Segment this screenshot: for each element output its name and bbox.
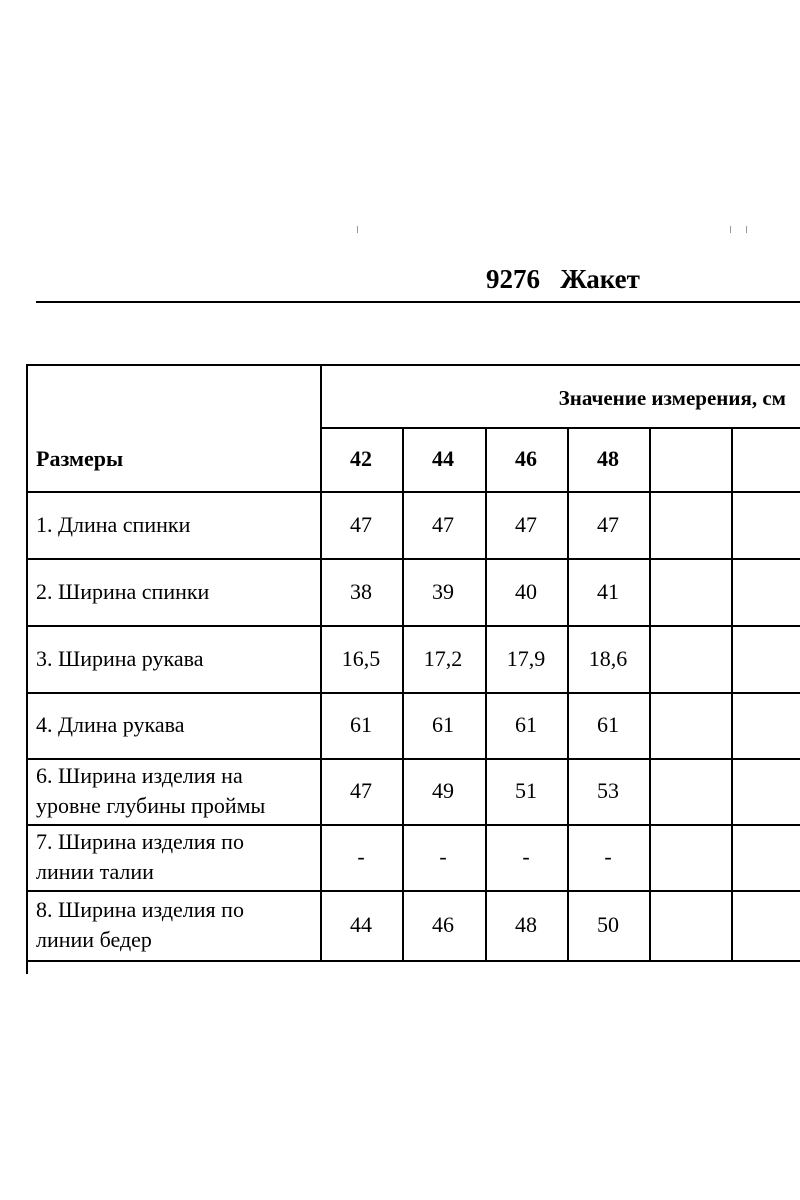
measurement-label <box>26 558 320 625</box>
measurement-label-line: уровне глубины проймы <box>36 793 266 818</box>
measurement-value-cell: 38 <box>350 578 372 604</box>
measurement-value-cell <box>649 625 731 692</box>
measurement-label <box>26 758 320 824</box>
measurement-label-line: 3. Ширина рукава <box>36 645 204 671</box>
measurement-header: Значение измерения, см <box>558 385 786 410</box>
measurement-value-cell <box>649 890 731 960</box>
measurement-value-cell <box>731 824 800 890</box>
measurement-value-cell: 48 <box>515 912 537 937</box>
product-name: Жакет <box>560 264 640 294</box>
measurement-value-cell: - <box>522 844 530 869</box>
measurement-label <box>26 890 320 960</box>
measurement-value-cell: 47 <box>432 511 454 537</box>
size-table <box>26 364 800 974</box>
size-header-cell: 46 <box>515 446 537 471</box>
measurement-value-cell: 51 <box>515 778 537 803</box>
measurement-value-cell: 47 <box>597 511 619 537</box>
measurement-value-cell: 50 <box>597 912 619 937</box>
measurement-value-cell: 39 <box>432 578 454 604</box>
measurement-value-cell <box>731 692 800 758</box>
measurement-value-cell <box>731 890 800 960</box>
measurement-value-cell <box>731 491 800 558</box>
document-title <box>486 266 640 293</box>
measurement-value-cell: 41 <box>597 578 619 604</box>
size-header-cell <box>649 427 731 491</box>
measurement-value-cell: 47 <box>350 511 372 537</box>
measurement-value-cell: 18,6 <box>588 645 628 671</box>
size-header-cell: 42 <box>350 446 372 471</box>
measurement-label <box>26 692 320 758</box>
measurement-label-line: 4. Длина рукава <box>36 712 185 737</box>
scan-speck <box>730 226 731 233</box>
article-number: 9276 <box>486 264 540 294</box>
measurement-value-cell: 16,5 <box>341 645 381 671</box>
measurement-label-line: 2. Ширина спинки <box>36 578 210 604</box>
measurement-value-cell <box>649 558 731 625</box>
measurement-value-cell: 44 <box>350 912 372 937</box>
scan-speck <box>357 226 358 233</box>
scan-speck <box>746 226 747 233</box>
measurement-value-cell: 47 <box>350 778 372 803</box>
measurement-value-cell: 61 <box>350 712 372 737</box>
size-header-cell <box>731 427 800 491</box>
measurement-value-cell: 61 <box>597 712 619 737</box>
measurement-label-line: 6. Ширина изделия на <box>36 763 243 788</box>
size-header-cell: 44 <box>432 446 454 471</box>
measurement-label-line: 8. Ширина изделия по <box>36 897 244 922</box>
title-underline <box>36 301 800 303</box>
measurement-value-cell: 17,9 <box>506 645 546 671</box>
scan-specks <box>0 226 800 236</box>
measurement-label <box>26 625 320 692</box>
measurement-value-cell: 61 <box>515 712 537 737</box>
measurement-value-cell: - <box>604 844 612 869</box>
measurement-value-cell: 46 <box>432 912 454 937</box>
measurement-value-cell: 49 <box>432 778 454 803</box>
measurement-value-cell: 47 <box>515 511 537 537</box>
measurement-label <box>26 824 320 890</box>
measurement-value-cell <box>649 491 731 558</box>
measurement-label-line: 7. Ширина изделия по <box>36 829 244 854</box>
table-rule <box>26 960 800 962</box>
measurement-label <box>26 491 320 558</box>
measurement-value-cell: - <box>439 844 447 869</box>
measurement-value-cell: 53 <box>597 778 619 803</box>
measurement-value-cell <box>731 758 800 824</box>
measurement-value-cell <box>731 558 800 625</box>
measurement-value-cell <box>731 625 800 692</box>
measurement-value-cell: 40 <box>515 578 537 604</box>
measurement-value-cell: 61 <box>432 712 454 737</box>
measurement-value-cell <box>649 758 731 824</box>
measurement-value-cell <box>649 692 731 758</box>
measurement-label-line: линии бедер <box>36 927 152 952</box>
measurement-value-cell <box>649 824 731 890</box>
measurement-label-line: 1. Длина спинки <box>36 511 191 537</box>
measurement-label-line: линии талии <box>36 859 154 884</box>
size-header-cell: 48 <box>597 446 619 471</box>
measurement-value-cell: 17,2 <box>423 645 463 671</box>
measurement-value-cell: - <box>357 844 365 869</box>
size-row-label: Размеры <box>36 446 124 471</box>
